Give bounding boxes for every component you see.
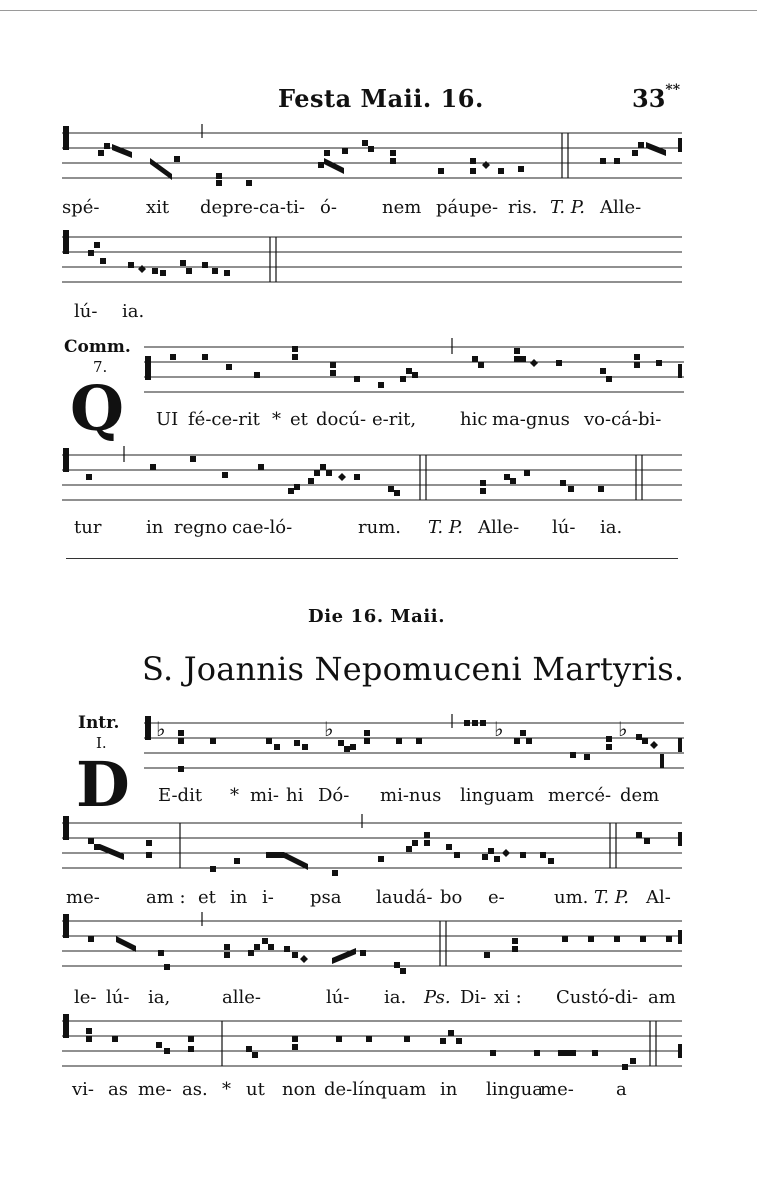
asterisk: * [230,785,239,806]
syllable: am [648,987,676,1008]
syllable: mi- [250,785,279,806]
syllable: Di- [460,987,487,1008]
syllable: Al- [646,887,671,908]
syllable: rum. [358,517,401,538]
syllable: in [440,1079,458,1100]
syllable: am : [146,887,186,908]
syllable: Alle- [478,517,520,538]
syllable: hi [286,785,304,806]
syllable: Alle- [600,197,642,218]
syllable: vo-cá-bi- [584,409,662,430]
syllable: de-línquam [324,1079,427,1100]
syllable: ut [246,1079,265,1100]
syllable: dem [620,785,660,806]
syllable: regno [174,517,228,538]
syllable: in [230,887,248,908]
syllable: as. [182,1079,208,1100]
syllable: fé-ce-rit [188,409,260,430]
tempus-paschale: T. P. [550,197,585,218]
syllable: psa [310,887,342,908]
feast-title: S. Joannis Nepomuceni Martyris. [142,650,685,688]
syllable: ia, [148,987,171,1008]
syllable: as [108,1079,128,1100]
syllable: docú- [316,409,367,430]
syllable: ia. [600,517,623,538]
syllable: lú- [326,987,350,1008]
syllable: in [146,517,164,538]
syllable: hic [460,409,488,430]
syllable: ris. [508,197,538,218]
syllable: et [198,887,216,908]
syllable: linguam [460,785,535,806]
communion-label: Comm. [64,337,131,357]
syllable: ia. [122,301,145,322]
syllable: ia. [384,987,407,1008]
tempus-paschale: T. P. [428,517,463,538]
top-rule [0,10,757,11]
svg-text:♭: ♭ [156,717,166,741]
staff-6 [62,818,682,878]
syllable: lú- [74,301,98,322]
svg-text:♭: ♭ [618,717,628,741]
syllable: vi- [72,1079,95,1100]
syllable: depre-ca-ti- [200,197,306,218]
syllable: ó- [320,197,337,218]
syllable: e-rit, [372,409,417,430]
syllable: lú- [552,517,576,538]
staff-2 [62,232,682,292]
syllable: ma-gnus [492,409,570,430]
staff-8 [62,1016,682,1076]
staff-7 [62,916,682,976]
syllable: páupe- [436,197,499,218]
svg-text:♭: ♭ [324,717,334,741]
syllable: lingua [486,1079,543,1100]
syllable: me- [540,1079,574,1100]
syllable: tur [74,517,102,538]
syllable: non [282,1079,317,1100]
syllable: a [616,1079,627,1100]
psalm-label: Ps. [424,987,451,1008]
syllable: Dó- [318,785,350,806]
syllable: e- [488,887,505,908]
communion-initial: Q [70,372,125,445]
syllable: alle- [222,987,261,1008]
syllable: spé- [62,197,100,218]
asterisk: * [272,409,281,430]
syllable: mercé- [548,785,612,806]
syllable: Custó-di- [556,987,639,1008]
staff-4 [62,450,682,510]
syllable: E-dit [158,785,203,806]
syllable: me- [138,1079,172,1100]
syllable: xit [146,197,170,218]
asterisk: * [222,1079,231,1100]
staff-3 [144,342,684,402]
tempus-paschale: T. P. [594,887,629,908]
svg-text:♭: ♭ [494,717,504,741]
syllable: bo [440,887,463,908]
syllable: xi : [494,987,522,1008]
syllable: UI [156,409,179,430]
staff-1 [62,128,682,188]
syllable: me- [66,887,100,908]
syllable: le- [74,987,97,1008]
running-header: Festa Maii. 16. [278,84,484,113]
syllable: cae-ló- [232,517,293,538]
introit-initial: D [76,748,130,821]
section-divider [66,558,678,559]
communion-mode: 7. [93,358,108,376]
syllable: et [290,409,308,430]
syllable: lú- [106,987,130,1008]
introit-label: Intr. [78,713,120,733]
page-number: 33** [632,82,681,113]
feast-day: Die 16. Maii. [308,606,446,627]
syllable: um. [554,887,589,908]
syllable: laudá- [376,887,433,908]
syllable: nem [382,197,422,218]
staff-5 [144,718,684,778]
syllable: i- [262,887,274,908]
introit-mode: I. [96,734,107,752]
syllable: mi-nus [380,785,442,806]
